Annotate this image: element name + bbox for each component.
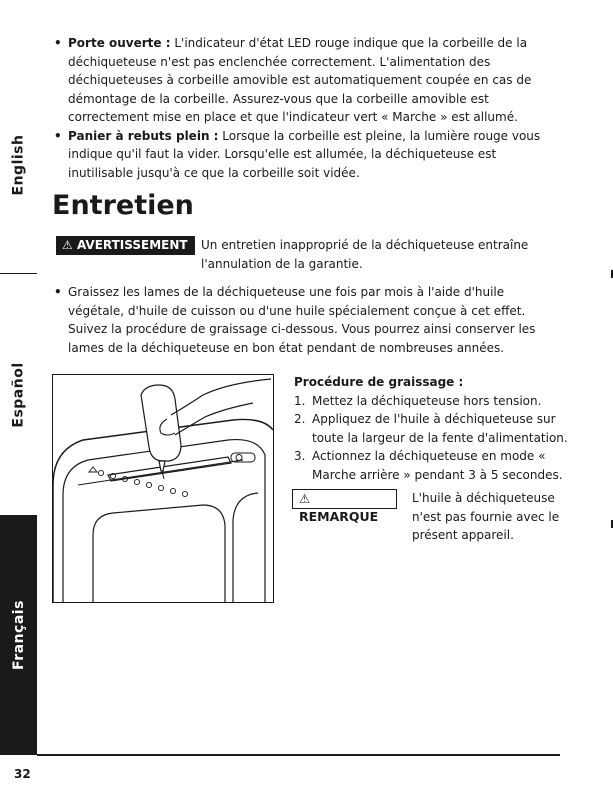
tab-espanol [0,340,37,450]
tab-english-label: English [10,134,27,196]
step-number: 2. [294,412,306,426]
tab-francais-label: Français [10,600,27,670]
note-text: L'huile à déchiqueteuse n'est pas fournie avec le présent appareil. [412,491,560,542]
step-number: 3. [294,449,306,463]
warning-badge-label: AVERTISSEMENT [76,238,188,252]
bullet-text: Lorsque la corbeille est pleine, la lumière rouge vous indique qu'il faut la vider. Lorsqu'elle est allumée, la déchiqueteuse est inutilisable jusqu'à ce que la corbeille soit vidée. [68,128,541,180]
warning-text: Un entretien inapproprié de la déchiqueteuse entraîne l'annulation de la garantie. [201,238,529,271]
tab-francais [0,515,37,755]
step-text: Actionnez la déchiqueteuse en mode « Marche arrière » pendant 3 à 5 secondes. [312,449,563,482]
note-badge [292,489,397,524]
footer-divider [37,754,560,756]
maintenance-bullet [52,283,563,357]
step-number: 1. [294,393,306,408]
step-text: Appliquez de l'huile à déchiqueteuse sur toute la largeur de la fente d'alimentation. [312,412,568,445]
warning-badge [56,236,195,255]
step-text: Mettez la déchiqueteuse hors tension. [312,393,542,408]
greasing-procedure [294,373,574,484]
page-number: 32 [14,767,31,781]
list-item: • Graissez les lames de la déchiqueteuse une fois par mois à l'aide d'huile végétale, d'huile de cuisson ou d'une huile spécialement conçue à cet effet. Suivez la procédure de graissage ci-dessous. Vous pourrez ainsi conserver les lames de la déchiqueteuse en bon état pendant de nombreuses années. [52,283,563,357]
bullet-label: Panier à rebuts plein : [68,128,219,143]
status-bullets [52,34,563,182]
warning-icon: ⚠ [299,491,311,506]
procedure-step [294,392,574,411]
procedure-step [294,410,574,447]
list-item [52,127,563,183]
tab-espanol-label: Español [10,362,27,428]
tab-divider [0,273,37,274]
warning-icon: ⚠ [62,238,73,252]
note-badge-label: REMARQUE [299,509,379,524]
bullet-text: L'indicateur d'état LED rouge indique que la corbeille de la déchiqueteuse n'est pas enclenchée correctement. L'alimentation des déchiqueteuses à corbeille amovible est automatiquement coupée en cas de démontage de la corbeille. Assurez-vous que la corbeille amovible est correctement mise en place et que l'indicateur vert « Marche » est allumé. [68,36,532,124]
section-heading: Entretien [52,190,194,221]
shredder-oiling-illustration [52,374,274,603]
bullet-label: Porte ouverte : [68,36,171,50]
list-item [52,34,563,127]
tab-english [0,110,37,220]
procedure-step [294,447,574,484]
shredder-illustration-svg [53,375,273,602]
procedure-title: Procédure de graissage : [294,375,464,389]
